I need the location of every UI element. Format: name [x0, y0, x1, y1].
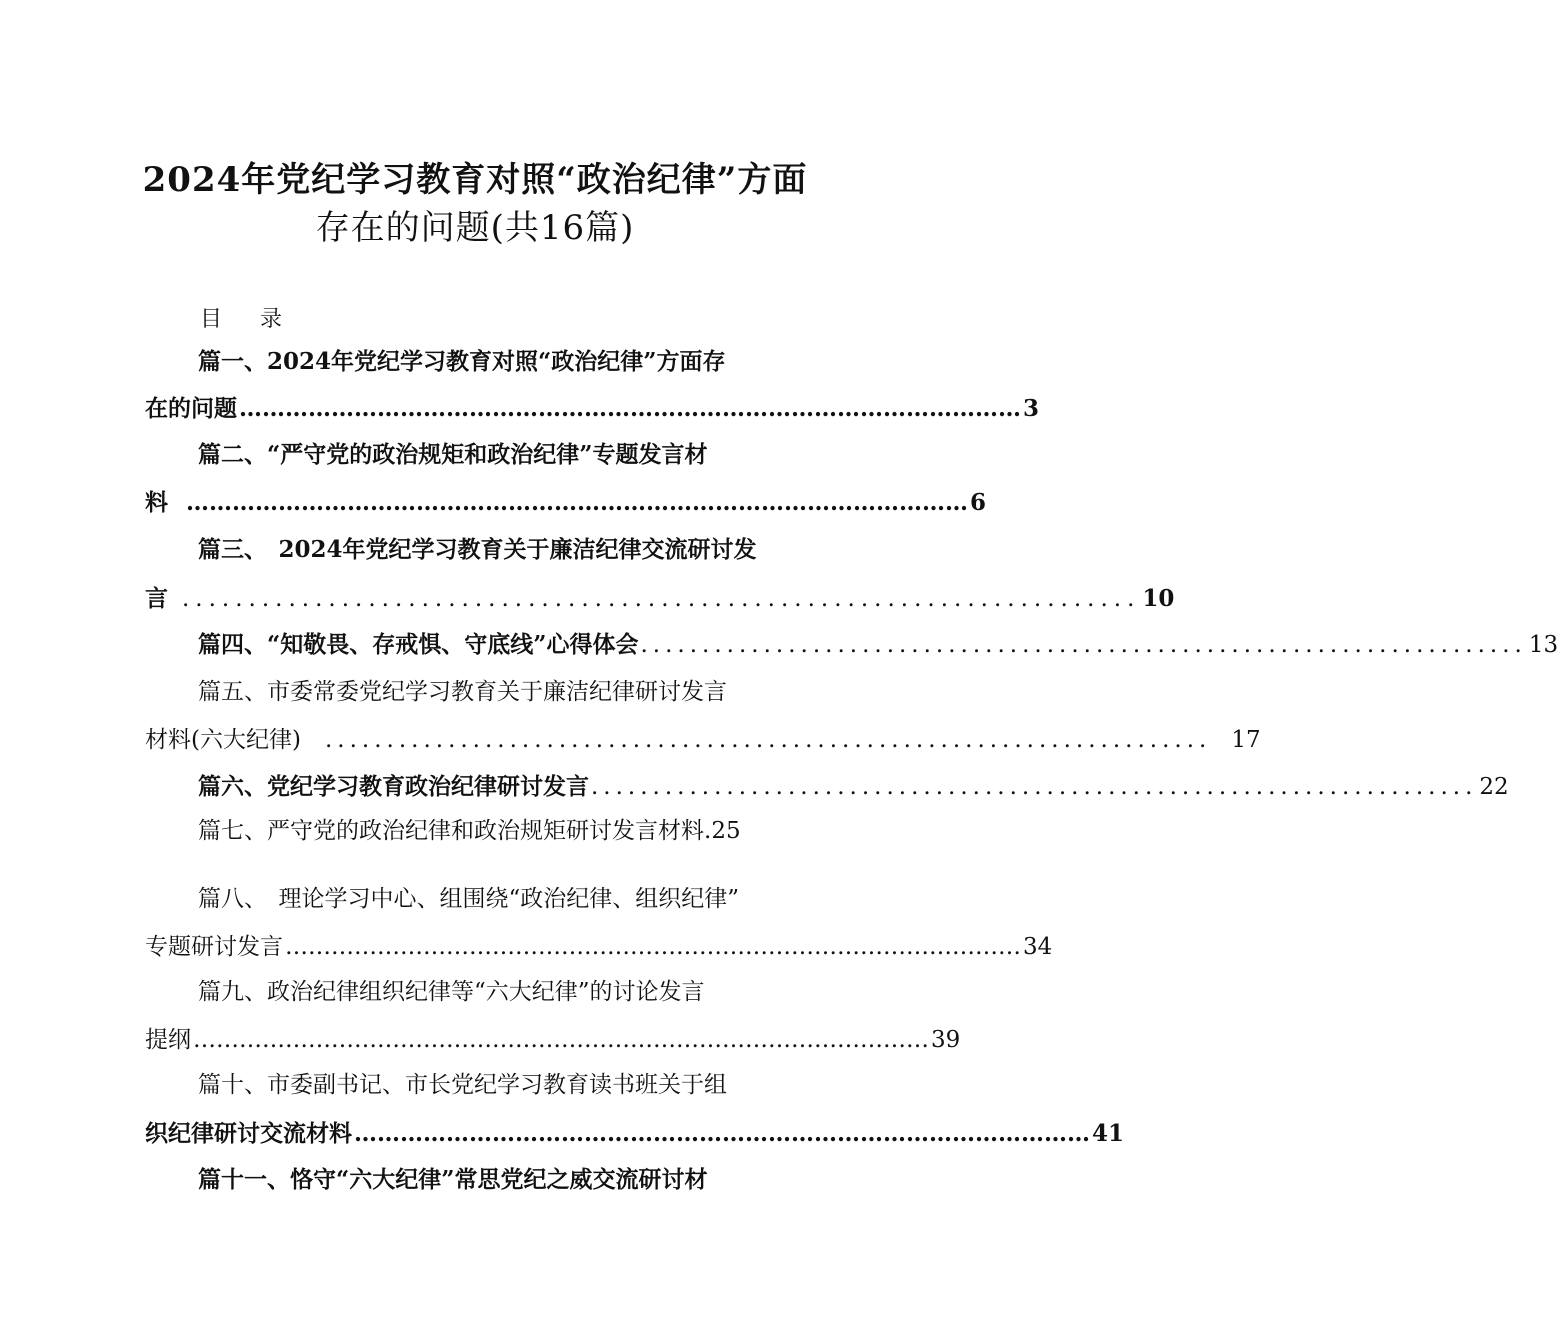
leader-dots: ........................................................................ [640, 632, 1527, 658]
toc-entry-10-line1[interactable]: 篇十、市委副书记、市长党纪学习教育读书班关于组 [198, 1072, 727, 1098]
toc-entry-10-line2[interactable]: 织纪律研讨交流材料 …………………………………………………………………………………… 41 [145, 1120, 1125, 1147]
toc-entry-2-line2[interactable]: 料 ………………………………………………………………………………………… 6 [145, 489, 987, 516]
page-number: 25 [711, 818, 741, 844]
toc-entry-9-line1[interactable]: 篇九、政治纪律组织纪律等“六大纪律”的讨论发言 [198, 979, 705, 1005]
page-number: 34 [1023, 934, 1053, 960]
toc-entry-6[interactable]: 篇六、党纪学习教育政治纪律研讨发言 ........................................................................ 22 [198, 773, 1509, 800]
leader-dots: ………………………………………………………………………………………… [186, 489, 968, 516]
leader-dots: ........................................................................ [591, 774, 1478, 800]
leader-dots: ………………………………………………………………………………………… [239, 395, 1021, 422]
page-number: 22 [1479, 774, 1509, 800]
toc-entry-8-line2[interactable]: 专题研讨发言 …………………………………………………………………………………… 34 [145, 934, 1053, 960]
document-title-line2: 存在的问题(共16篇) [315, 208, 635, 248]
page-number: 13 [1528, 632, 1558, 658]
toc-entry-5-line2[interactable]: 材料(六大纪律) ........................................................................ 17 [145, 727, 1261, 753]
leader-dots: ........................................................................ [182, 586, 1141, 612]
toc-entry-9-line2[interactable]: 提纲 …………………………………………………………………………………… 39 [145, 1027, 961, 1053]
toc-entry-7[interactable]: 篇七、严守党的政治纪律和政治规矩研讨发言材料 . 25 [198, 818, 741, 844]
page-number: 41 [1092, 1120, 1125, 1147]
toc-entry-3-line1[interactable]: 篇三、 2024年党纪学习教育关于廉洁纪律交流研讨发 [198, 536, 757, 563]
toc-entry-1-line2[interactable]: 在的问题 ………………………………………………………………………………………… 3 [145, 395, 1040, 422]
page-number: 10 [1142, 585, 1175, 612]
toc-entry-8-line1[interactable]: 篇八、 理论学习中心、组围绕“政治纪律、组织纪律” [198, 886, 740, 912]
page-number: 39 [931, 1027, 961, 1053]
toc-entry-3-line2[interactable]: 言 ........................................................................ 10 [145, 585, 1175, 612]
toc-entry-1-line1[interactable]: 篇一、2024年党纪学习教育对照“政治纪律”方面存 [198, 348, 726, 375]
page-number: 3 [1023, 395, 1040, 422]
leader-dots: …………………………………………………………………………………… [354, 1120, 1090, 1147]
leader-dots: . [704, 818, 712, 844]
leader-dots: …………………………………………………………………………………… [193, 1027, 929, 1053]
toc-entry-2-line1[interactable]: 篇二、“严守党的政治规矩和政治纪律”专题发言材 [198, 441, 708, 468]
page-number: 17 [1231, 727, 1261, 753]
toc-entry-5-line1[interactable]: 篇五、市委常委党纪学习教育关于廉洁纪律研讨发言 [198, 679, 727, 705]
document-title-line1: 2024年党纪学习教育对照“政治纪律”方面 [142, 160, 808, 200]
toc-heading: 目 录 [200, 307, 285, 332]
page-number: 6 [970, 489, 987, 516]
leader-dots: ........................................................................ [324, 727, 1212, 753]
toc-entry-4[interactable]: 篇四、“知敬畏、存戒惧、守底线”心得体会 ........................................................................ 13 [198, 631, 1558, 658]
leader-dots: …………………………………………………………………………………… [285, 934, 1021, 960]
toc-entry-11-line1[interactable]: 篇十一、恪守“六大纪律”常思党纪之威交流研讨材 [198, 1166, 708, 1193]
